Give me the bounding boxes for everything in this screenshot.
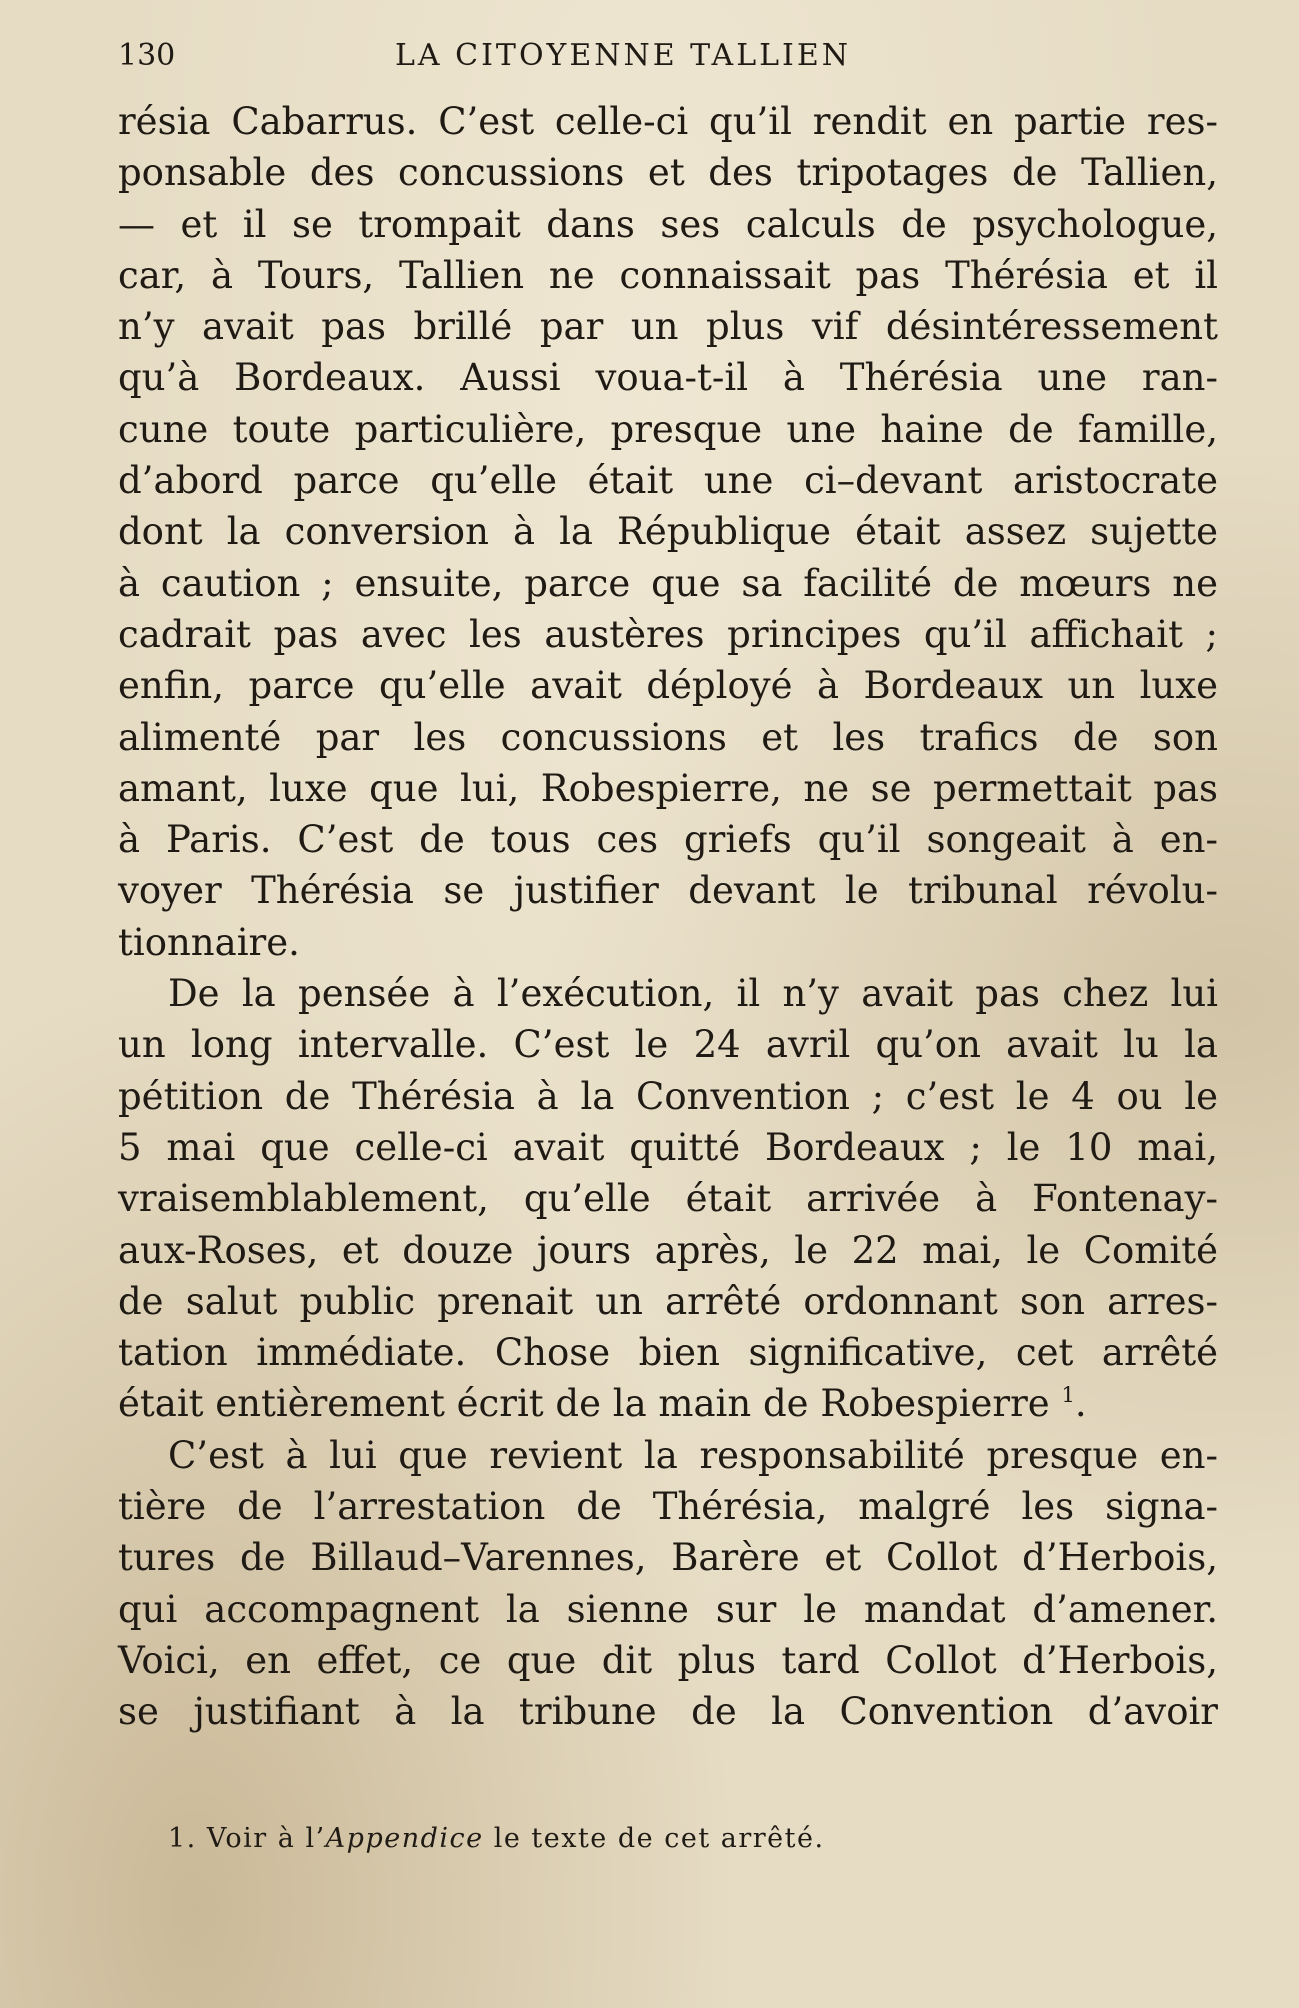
text-line: — et il se trompait dans ses calculs de psychologue, bbox=[118, 202, 1218, 246]
text-line: vraisemblablement, qu’elle était arrivée à Fontenay- bbox=[118, 1177, 1218, 1221]
footnote-marker: 1 bbox=[1061, 1383, 1075, 1408]
paragraph-start-line: C’est à lui que revient la responsabilité presque en- bbox=[168, 1433, 1218, 1477]
text-line: dont la conversion à la République était assez sujette bbox=[118, 510, 1218, 554]
footnote-suffix: le texte de cet arrêté. bbox=[483, 1823, 825, 1854]
text-line: un long intervalle. C’est le 24 avril qu’on avait lu la bbox=[118, 1023, 1218, 1067]
text-line: aux-Roses, et douze jours après, le 22 mai, le Comité bbox=[118, 1228, 1218, 1272]
text-line: tures de Billaud–Varennes, Barère et Collot d’Herbois, bbox=[118, 1536, 1218, 1580]
text-line: tation immédiate. Chose bien significative, cet arrêté bbox=[118, 1331, 1218, 1375]
text-line: qu’à Bordeaux. Aussi voua-t-il à Thérésia une ran- bbox=[118, 356, 1218, 400]
text-line: à caution ; ensuite, parce que sa facilité de mœurs ne bbox=[118, 561, 1218, 605]
body-text bbox=[118, 96, 1218, 1738]
text-line: Voici, en effet, ce que dit plus tard Collot d’Herbois, bbox=[118, 1638, 1218, 1682]
footnote-prefix: Voir à l’ bbox=[206, 1823, 326, 1854]
text-line: cadrait pas avec les austères principes qu’il affichait ; bbox=[118, 612, 1218, 656]
running-title: LA CITOYENNE TALLIEN bbox=[395, 38, 852, 73]
text-line: alimenté par les concussions et les trafics de son bbox=[118, 715, 1218, 759]
text-line: d’abord parce qu’elle était une ci–devant aristocrate bbox=[118, 459, 1218, 503]
book-page bbox=[118, 30, 1218, 1738]
text-line: 5 mai que celle-ci avait quitté Bordeaux ; le 10 mai, bbox=[118, 1125, 1218, 1169]
text-line: se justifiant à la tribune de la Convention d’avoir bbox=[118, 1690, 1218, 1734]
footnote-marker-period: . bbox=[1074, 1382, 1087, 1426]
text-line: tière de l’arrestation de Thérésia, malgré les signa- bbox=[118, 1485, 1218, 1529]
paragraph-start-line: De la pensée à l’exécution, il n’y avait pas chez lui bbox=[168, 972, 1218, 1016]
text-line: car, à Tours, Tallien ne connaissait pas Thérésia et il bbox=[118, 253, 1218, 297]
text-line: résia Cabarrus. C’est celle-ci qu’il rendit en partie res- bbox=[118, 100, 1218, 143]
text-line: pétition de Thérésia à la Convention ; c’est le 4 ou le bbox=[118, 1074, 1218, 1118]
text-line: tionnaire. bbox=[118, 920, 300, 964]
text-line: qui accompagnent la sienne sur le mandat d’amener. bbox=[118, 1587, 1218, 1631]
text-line-content: était entièrement écrit de la main de Robespierre bbox=[118, 1382, 1050, 1426]
footnote-number: 1. bbox=[168, 1823, 197, 1854]
text-line: cune toute particulière, presque une haine de famille, bbox=[118, 407, 1218, 451]
text-line: ponsable des concussions et des tripotages de Tallien, bbox=[118, 151, 1218, 195]
text-line: n’y avait pas brillé par un plus vif désintéressement bbox=[118, 305, 1218, 349]
text-line: enfin, parce qu’elle avait déployé à Bordeaux un luxe bbox=[118, 664, 1218, 708]
text-line: à Paris. C’est de tous ces griefs qu’il songeait à en- bbox=[118, 818, 1218, 862]
page-number: 130 bbox=[118, 38, 176, 73]
footnote-italic: Appendice bbox=[325, 1823, 484, 1854]
text-line: amant, luxe que lui, Robespierre, ne se permettait pas bbox=[118, 766, 1218, 810]
page-header bbox=[118, 30, 1218, 84]
text-line: voyer Thérésia se justifier devant le tribunal révolu- bbox=[118, 869, 1218, 913]
text-line: de salut public prenait un arrêté ordonnant son arres- bbox=[118, 1279, 1218, 1323]
footnote bbox=[168, 1823, 825, 1854]
text-line-with-footnote bbox=[118, 1378, 1218, 1429]
